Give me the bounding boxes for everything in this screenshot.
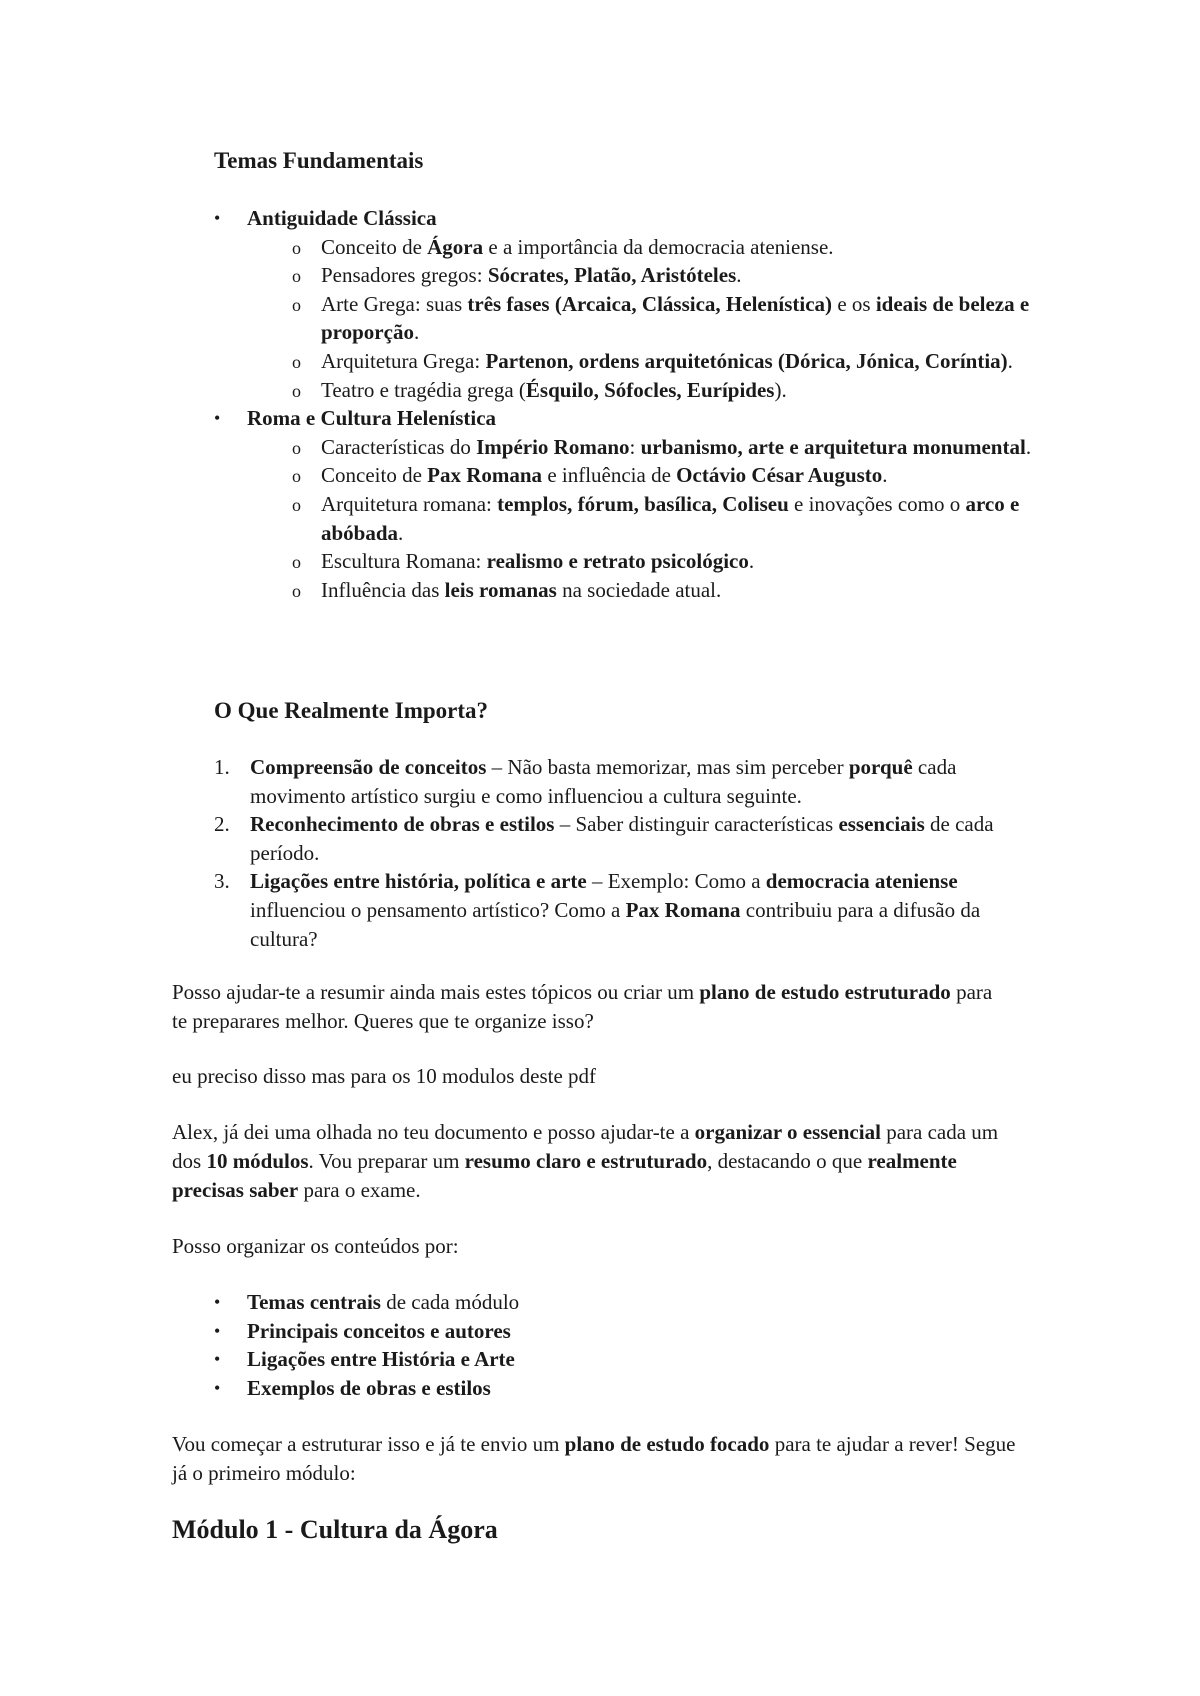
important-list: [178, 753, 1038, 953]
text-run: ).: [774, 377, 787, 402]
organize-list: [178, 1288, 1038, 1402]
circle-bullet-icon: o: [292, 552, 301, 573]
sub-list-item: [178, 461, 1038, 490]
numbered-item: [178, 867, 1038, 953]
circle-bullet-icon: o: [292, 266, 301, 287]
sub-list-item: [178, 233, 1038, 262]
text-run: Escultura Romana:: [321, 549, 487, 574]
bullet-icon: •: [214, 1349, 221, 1370]
text-run: . Vou preparar um: [308, 1149, 465, 1173]
heading-temas-fundamentais: Temas Fundamentais: [214, 148, 424, 173]
item-number: 1.: [214, 755, 230, 779]
bold-text-run: plano de estudo focado: [564, 1432, 770, 1456]
bold-text-run: urbanismo, arte e arquitetura monumental: [640, 434, 1026, 459]
bold-text-run: leis romanas: [444, 577, 557, 602]
bullet-icon: •: [214, 1292, 221, 1312]
paragraph-plan: [172, 1430, 1032, 1488]
text-run: de cada período.: [250, 812, 994, 865]
text-run: .: [736, 263, 742, 288]
sub-list-item: [178, 576, 1038, 605]
bullet-icon: •: [214, 1377, 221, 1398]
text-run: Pensadores gregos:: [321, 263, 488, 288]
circle-bullet-icon: o: [292, 380, 301, 401]
text-run: eu preciso disso mas para os 10 modulos deste pdf: [172, 1064, 597, 1088]
bold-text-run: democracia ateniense: [765, 869, 958, 894]
bold-text-run: ideais de beleza e proporção: [321, 291, 1030, 345]
numbered-item: [178, 810, 1038, 867]
bold-text-run: arco e abóbada: [321, 491, 1020, 545]
text-run: para cada um dos: [172, 1120, 999, 1173]
text-run: e a importância da democracia ateniense.: [483, 234, 834, 259]
bold-text-run: Ágora: [427, 234, 484, 259]
text-run: , destacando o que: [707, 1149, 868, 1173]
sub-list-item: [178, 433, 1038, 462]
text-run: para o exame.: [298, 1178, 421, 1202]
text-run: influenciou o pensamento artístico? Como a: [250, 897, 626, 922]
text-run: :: [629, 434, 641, 459]
list-item: [178, 204, 1038, 233]
text-run: e inovações como o: [788, 491, 966, 516]
sub-list-item: [178, 490, 1038, 547]
text-run: Características do: [321, 434, 477, 459]
text-run: – Não basta memorizar, mas sim perceber: [486, 755, 849, 779]
circle-bullet-icon: o: [292, 494, 301, 515]
list-item: [178, 1317, 1038, 1346]
bold-text-run: Exemplos de obras e estilos: [247, 1375, 491, 1400]
heading-modulo-1: Módulo 1 - Cultura da Ágora: [172, 1515, 498, 1544]
paragraph-user-request: [172, 1062, 1002, 1091]
bold-text-run: Reconhecimento de obras e estilos: [250, 812, 555, 837]
list-item: [178, 1374, 1038, 1403]
circle-bullet-icon: o: [292, 294, 301, 315]
bold-text-run: plano de estudo estruturado: [699, 980, 951, 1004]
text-run: na sociedade atual.: [556, 577, 722, 602]
paragraph-response: [172, 1118, 1002, 1205]
bullet-icon: •: [214, 408, 221, 429]
circle-bullet-icon: o: [292, 580, 301, 601]
text-run: – Exemplo: Como a: [586, 869, 766, 894]
bold-text-run: Ligações entre história, política e arte: [250, 869, 587, 894]
item-number: 2.: [214, 812, 230, 837]
text-run: e os: [832, 291, 876, 316]
circle-bullet-icon: o: [292, 237, 301, 258]
sub-list-item: [178, 290, 1038, 347]
bold-text-run: Partenon, ordens arquitetónicas (Dórica, Jónica, Coríntia): [485, 348, 1008, 373]
text-run: Vou começar a estruturar isso e já te envio um: [172, 1432, 565, 1456]
text-run: .: [1007, 348, 1013, 373]
bold-text-run: Temas centrais: [247, 1290, 381, 1314]
text-run: .: [1025, 434, 1032, 459]
text-run: .: [748, 549, 755, 574]
circle-bullet-icon: o: [292, 466, 301, 487]
text-run: Arquitetura Grega:: [321, 348, 486, 373]
text-run: Influência das: [321, 577, 445, 602]
text-run: .: [413, 320, 420, 345]
bold-text-run: organizar o essencial: [694, 1120, 881, 1144]
paragraph-organize: [172, 1232, 1002, 1261]
list-item: [178, 1345, 1038, 1374]
text-run: Teatro e tragédia grega (: [321, 377, 526, 402]
list-item-title: Roma e Cultura Helenística: [247, 406, 497, 431]
text-run: e influência de: [542, 463, 677, 488]
bullet-icon: •: [214, 1320, 221, 1341]
text-run: Arquitetura romana:: [321, 491, 498, 516]
text-run: – Saber distinguir características: [554, 812, 839, 837]
text-run: de cada módulo: [380, 1290, 520, 1314]
sub-list-item: [178, 547, 1038, 576]
bold-text-run: três fases (Arcaica, Clássica, Helenística): [467, 291, 833, 316]
bold-text-run: Pax Romana: [625, 897, 741, 922]
text-run: .: [882, 463, 888, 488]
bold-text-run: Sócrates, Platão, Aristóteles: [487, 263, 737, 288]
list-item: [178, 404, 1038, 433]
themes-list: [178, 204, 1038, 604]
circle-bullet-icon: o: [292, 351, 301, 372]
text-run: para te ajudar a rever! Segue já o primeiro módulo:: [172, 1432, 1016, 1485]
bold-text-run: Ésquilo, Sófocles, Eurípides: [525, 377, 775, 402]
numbered-item: [178, 753, 1038, 810]
sub-list-item: [178, 261, 1038, 290]
bold-text-run: realmente precisas saber: [172, 1149, 957, 1202]
bold-text-run: porquê: [848, 755, 913, 779]
text-run: Posso ajudar-te a resumir ainda mais estes tópicos ou criar um: [172, 980, 700, 1004]
list-item: [178, 1288, 1038, 1317]
bold-text-run: templos, fórum, basílica, Coliseu: [497, 491, 789, 516]
paragraph-offer: [172, 978, 1002, 1036]
bullet-icon: •: [214, 208, 221, 228]
text-run: Arte Grega: suas: [321, 291, 468, 316]
list-item-title: Antiguidade Clássica: [247, 206, 437, 230]
text-run: Conceito de: [321, 234, 428, 259]
bold-text-run: Compreensão de conceitos: [250, 755, 487, 779]
bold-text-run: Octávio César Augusto: [676, 463, 883, 488]
bold-text-run: 10 módulos: [206, 1149, 309, 1173]
text-run: cada movimento artístico surgiu e como influenciou a cultura seguinte.: [250, 755, 957, 808]
bold-text-run: Império Romano: [476, 434, 630, 459]
text-run: Alex, já dei uma olhada no teu documento e posso ajudar-te a: [172, 1120, 695, 1144]
text-run: para te preparares melhor. Queres que te organize isso?: [172, 980, 993, 1033]
sub-list-item: [178, 376, 1038, 405]
text-run: Conceito de: [321, 463, 428, 488]
sub-list-item: [178, 347, 1038, 376]
text-run: contribuiu para a difusão da cultura?: [250, 897, 981, 951]
text-run: Posso organizar os conteúdos por:: [172, 1234, 459, 1258]
bold-text-run: resumo claro e estruturado: [464, 1149, 708, 1173]
bold-text-run: Ligações entre História e Arte: [247, 1347, 515, 1372]
circle-bullet-icon: o: [292, 437, 301, 458]
bold-text-run: Pax Romana: [427, 463, 543, 488]
bold-text-run: realismo e retrato psicológico: [486, 549, 749, 574]
text-run: .: [398, 520, 404, 545]
item-number: 3.: [214, 869, 230, 894]
heading-o-que-importa: O Que Realmente Importa?: [214, 698, 489, 723]
bold-text-run: Principais conceitos e autores: [247, 1318, 511, 1343]
bold-text-run: essenciais: [838, 812, 925, 837]
